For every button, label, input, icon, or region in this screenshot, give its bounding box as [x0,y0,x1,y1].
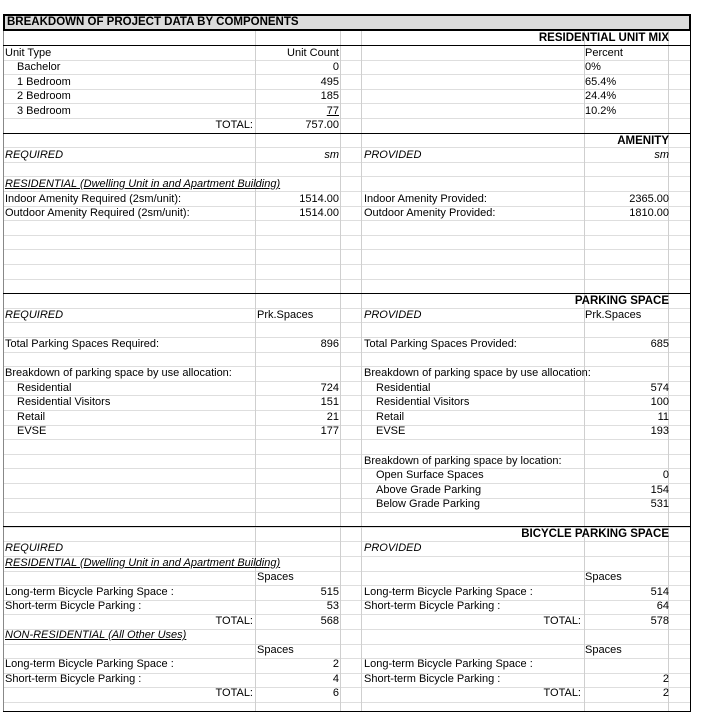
outdoor-provided-value: 1810.00 [629,207,669,219]
parking-prov-value: 100 [650,396,669,408]
parking-provided-label: PROVIDED [364,309,422,321]
page-title: BREAKDOWN OF PROJECT DATA BY COMPONENTS [3,14,691,31]
parking-location-value: 154 [650,484,669,496]
unit-percent: 10.2% [585,105,617,117]
nonres-total-required: 6 [332,687,339,699]
parking-location-item: Below Grade Parking [376,498,480,510]
amenity-unit: sm [654,149,669,161]
grid-line [3,249,691,250]
grid-line [3,279,691,280]
indoor-required-label: Indoor Amenity Required (2sm/unit): [5,193,182,205]
bicycle-nonres-heading: NON-RESIDENTIAL (All Other Uses) [5,629,187,641]
bicycle-residential-heading: RESIDENTIAL (Dwelling Unit in and Apartment Building) [5,557,281,569]
long-term-label: Long-term Bicycle Parking Space : [5,658,174,670]
bicycle-required-label: REQUIRED [5,542,64,554]
total-parking-provided-label: Total Parking Spaces Provided: [364,338,517,350]
grid-line [3,381,691,382]
parking-prov-item: EVSE [376,425,406,437]
indoor-provided-label: Indoor Amenity Provided: [364,193,487,205]
unit-percent: 65.4% [585,76,617,88]
parking-col-header: Prk.Spaces [257,309,314,321]
spaces-header: Spaces [257,571,294,583]
grid-line [3,352,691,353]
grid-line [3,614,691,615]
parking-col-header: Prk.Spaces [585,309,642,321]
parking-location-item: Open Surface Spaces [376,469,484,481]
total-parking-required-value: 896 [320,338,339,350]
grid-line [3,410,691,411]
parking-location-value: 531 [650,498,669,510]
percent-header: Percent [585,47,623,59]
nonres-total-provided: 2 [662,687,669,699]
unit-count: 0 [332,61,339,73]
res-total-provided: 578 [650,615,669,627]
total-label: TOTAL: [215,119,253,131]
spaces-header: Spaces [585,571,622,583]
section-divider [3,133,691,134]
parking-req-item: EVSE [17,425,47,437]
grid-line [3,425,691,426]
amenity-unit: sm [324,149,339,161]
amenity-required-label: REQUIRED [5,149,64,161]
outdoor-required-label: Outdoor Amenity Required (2sm/unit): [5,207,190,219]
total-label: TOTAL: [543,687,581,699]
parking-prov-item: Retail [376,411,405,423]
res-total-required: 568 [320,615,339,627]
grid-line [3,439,691,440]
nonres-long-required: 2 [332,658,339,670]
indoor-required-value: 1514.00 [299,193,339,205]
grid-line [3,498,691,499]
amenity-subheading: RESIDENTIAL (Dwelling Unit in and Apartment Building) [5,178,281,190]
grid-line [3,687,691,688]
parking-req-item: Retail [17,411,46,423]
nonres-short-provided: 2 [662,673,669,685]
short-term-label: Short-term Bicycle Parking : [364,600,501,612]
grid-line [3,235,691,236]
grid-line [3,147,691,148]
parking-req-value: 724 [320,382,339,394]
outdoor-required-value: 1514.00 [299,207,339,219]
res-short-provided: 64 [656,600,669,612]
grid-line [3,322,691,323]
total-units: 757.00 [305,119,339,131]
section-divider [3,711,691,712]
parking-location-label: Breakdown of parking space by location: [364,455,562,467]
long-term-label: Long-term Bicycle Parking Space : [5,586,174,598]
unit-type: 2 Bedroom [17,90,71,102]
unit-type: Bachelor [17,61,61,73]
outdoor-provided-label: Outdoor Amenity Provided: [364,207,496,219]
bicycle-heading: BICYCLE PARKING SPACE [521,528,669,540]
unit-type: 1 Bedroom [17,76,71,88]
parking-required-label: REQUIRED [5,309,64,321]
grid-line [3,264,691,265]
grid-line [3,512,691,513]
total-label: TOTAL: [215,615,253,627]
grid-line [3,468,691,469]
grid-line [3,454,691,455]
parking-prov-value: 11 [657,411,669,423]
unit-percent: 24.4% [585,90,617,102]
unit-percent: 0% [585,61,601,73]
amenity-provided-label: PROVIDED [364,149,422,161]
nonres-short-required: 4 [332,673,339,685]
parking-prov-item: Residential [376,382,431,394]
total-label: TOTAL: [543,615,581,627]
grid-line [3,702,691,703]
unit-count-header: Unit Count [287,47,339,59]
parking-req-value: 151 [320,396,339,408]
total-label: TOTAL: [215,687,253,699]
bicycle-provided-label: PROVIDED [364,542,422,554]
short-term-label: Short-term Bicycle Parking : [364,673,501,685]
data-sheet [3,14,691,712]
total-parking-provided-value: 685 [650,338,669,350]
unit-mix-heading: RESIDENTIAL UNIT MIX [538,32,669,44]
short-term-label: Short-term Bicycle Parking : [5,673,142,685]
unit-count: 495 [320,76,339,88]
grid-line [3,220,691,221]
parking-breakdown-label: Breakdown of parking space by use allocation: [5,367,232,379]
parking-req-item: Residential [17,382,72,394]
amenity-heading: AMENITY [617,135,669,147]
res-long-required: 515 [320,586,339,598]
short-term-label: Short-term Bicycle Parking : [5,600,142,612]
parking-location-item: Above Grade Parking [376,484,482,496]
indoor-provided-value: 2365.00 [629,193,669,205]
grid-line [3,541,691,542]
parking-location-value: 0 [662,469,669,481]
spaces-header: Spaces [585,644,622,656]
parking-prov-value: 193 [650,425,669,437]
parking-req-value: 21 [326,411,339,423]
grid-line [3,118,691,119]
unit-type-header: Unit Type [5,47,52,59]
res-short-required: 53 [326,600,339,612]
long-term-label: Long-term Bicycle Parking Space : [364,658,533,670]
grid-line [3,483,691,484]
parking-heading: PARKING SPACE [574,295,669,307]
unit-count: 185 [320,90,339,102]
parking-req-item: Residential Visitors [17,396,111,408]
parking-breakdown-label: Breakdown of parking space by use allocation: [364,367,591,379]
parking-prov-value: 574 [650,382,669,394]
parking-prov-item: Residential Visitors [376,396,470,408]
parking-req-value: 177 [320,425,339,437]
unit-count: 77 [326,105,339,117]
res-long-provided: 514 [650,586,669,598]
total-parking-required-label: Total Parking Spaces Required: [5,338,160,350]
long-term-label: Long-term Bicycle Parking Space : [364,586,533,598]
unit-type: 3 Bedroom [17,105,71,117]
spaces-header: Spaces [257,644,294,656]
grid-line [3,162,691,163]
